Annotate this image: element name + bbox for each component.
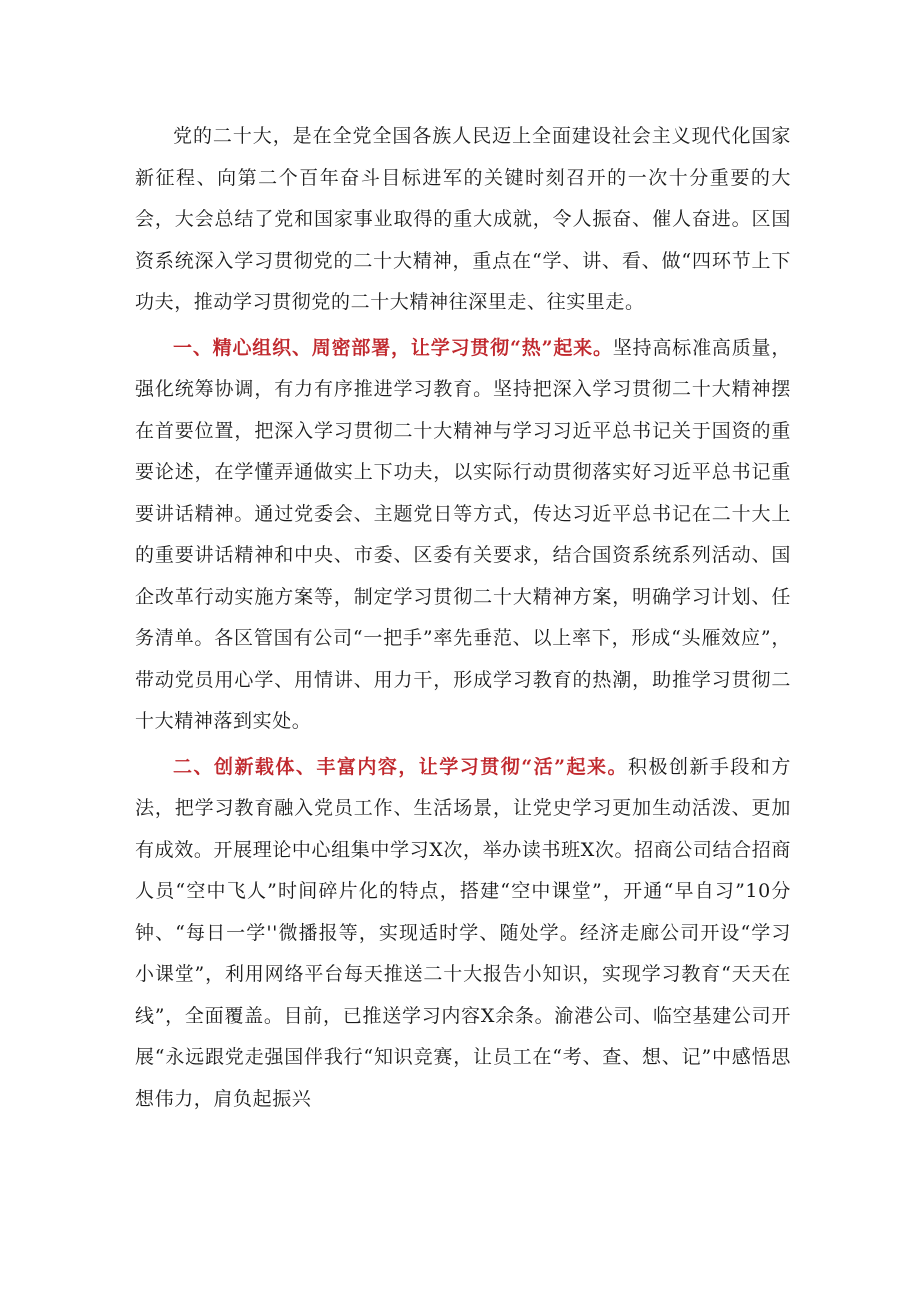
section-1-heading: 一、精心组织、周密部署，让学习贯彻“热”起来。 [173,336,613,359]
section-1-body: 坚持高标准高质量，强化统筹协调，有力有序推进学习教育。坚持把深入学习贯彻二十大精神摆在首要位置，把深入学习贯彻二十大精神与学习习近平总书记关于国资的重要论述，在学懂弄通做实上下功夫，以实际行动贯彻落实好习近平总书记重要讲话精神。通过党委会、主题党日等方式，传达习近平总书记在二十大上的重要讲话精神和中央、市委、区委有关要求，结合国资系统系列活动、国企改革行动实施方案等，制定学习贯彻二十大精神方案，明确学习计划、任务清单。各区管国有公司“一把手”率先垂范、以上率下，形成“头雁效应”，带动党员用心学、用情讲、用力干，形成学习教育的热潮，助推学习贯彻二十大精神落到实处。 [135,336,791,732]
section-1-paragraph [135,328,791,743]
section-2-heading: 二、创新载体、丰富内容，让学习贯彻“活”起来。 [173,755,628,778]
section-2-body: 积极创新手段和方法，把学习教育融入党员工作、生活场景，让党史学习更加生动活泼、更加有成效。开展理论中心组集中学习X次，举办读书班X次。招商公司结合招商人员“空中飞人”时间碎片化的特点，搭建“空中课堂”，开通“早自习”10分钟、“每日一学''微播报等，实现适时学、随处学。经济走廊公司开设“学习小课堂”，利用网络平台每天推送二十大报告小知识，实现学习教育“天天在线”，全面覆盖。目前，已推送学习内容X余条。渝港公司、临空基建公司开展“永远跟党走强国伴我行“知识竞赛，让员工在“考、查、想、记”中感悟思想伟力，肩负起振兴 [135,755,791,1110]
section-2-paragraph [135,747,791,1121]
intro-paragraph: 党的二十大，是在全党全国各族人民迈上全面建设社会主义现代化国家新征程、向第二个百年奋斗目标进军的关键时刻召开的一次十分重要的大会，大会总结了党和国家事业取得的重大成就，令人振奋、催人奋进。区国资系统深入学习贯彻党的二十大精神，重点在“学、讲、看、做“四环节上下功夫，推动学习贯彻党的二十大精神往深里走、往实里走。 [135,125,791,313]
document-body [135,116,791,1124]
